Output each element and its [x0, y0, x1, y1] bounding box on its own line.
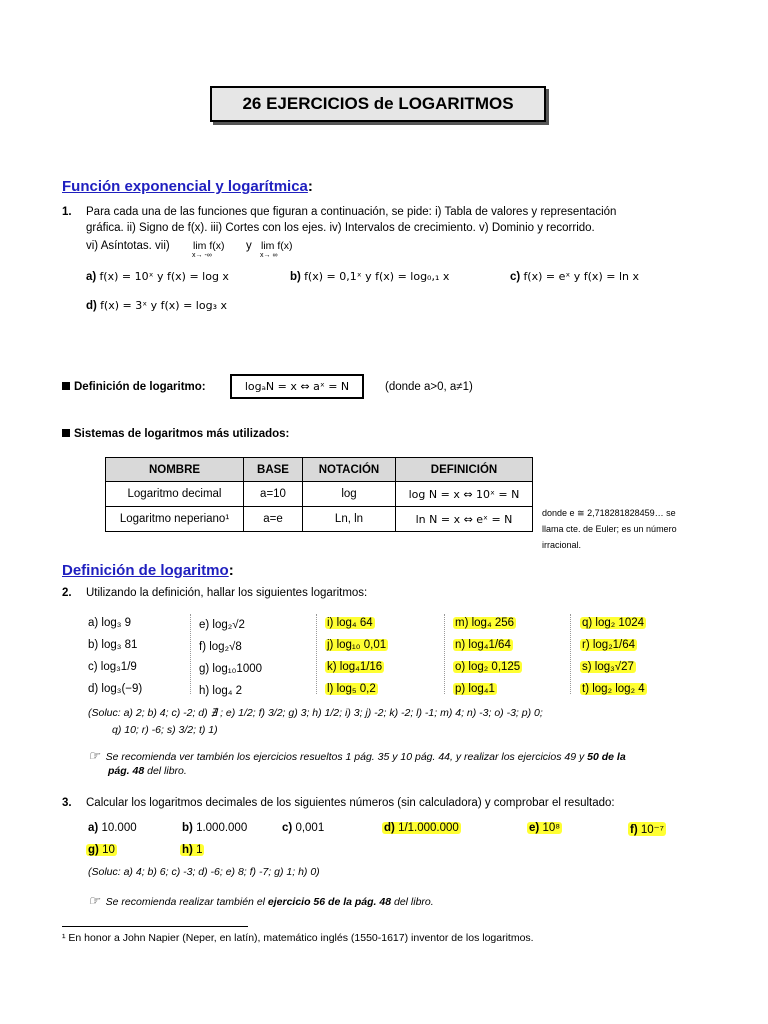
log-item: t) log₂ log₂ 4 — [582, 683, 645, 695]
heading-colon: : — [228, 562, 234, 579]
definition-label-text: Definición de logaritmo: — [74, 381, 206, 393]
page-title: 26 EJERCICIOS de LOGARITMOS — [210, 86, 546, 122]
item-label: f) — [630, 824, 638, 836]
item-label: h) — [182, 844, 193, 856]
exercise-1-line-3: vi) Asíntotas. vii) — [86, 240, 170, 252]
table-cell: ln N = x ⇔ eˣ = N — [396, 507, 533, 532]
exercise-1-line-2: gráfica. ii) Signo de f(x). iii) Cortes con los ejes. iv) Intervalos de crecimiento. v) Dominio y recorrido. — [86, 222, 595, 234]
table-cell: a=10 — [244, 482, 303, 507]
log-item: a) log₃ 9 — [88, 617, 132, 629]
column-divider — [570, 614, 571, 694]
pointing-hand-icon: ☞ — [88, 748, 100, 763]
item-formula: f(x) = 3ˣ y f(x) = log₃ x — [100, 299, 227, 312]
rec-text: del libro. — [391, 896, 434, 908]
log-item: n) log₄1/64 — [455, 639, 511, 651]
log-item: c) log₃1/9 — [88, 661, 137, 673]
systems-label — [62, 428, 289, 440]
ex3-item-e — [527, 822, 562, 834]
item-label: d) — [86, 300, 97, 312]
systems-label-text: Sistemas de logaritmos más utilizados: — [74, 428, 290, 440]
log-item: m) log₄ 256 — [455, 617, 515, 629]
ex3-item-g — [86, 844, 117, 856]
ex3-solution: (Soluc: a) 4; b) 6; c) -3; d) -6; e) 8; f) -7; g) 1; h) 0) — [88, 866, 320, 878]
limit-plus-infinity-sub: x→ ∞ — [260, 252, 278, 259]
rec-text: Se recomienda ver también los ejercicios resueltos 1 pág. 35 y 10 pág. 44, y realizar los ejercicios 49 y — [105, 751, 588, 763]
table-header: NOMBRE — [106, 458, 244, 482]
log-item: p) log₄1 — [455, 683, 495, 695]
bullet-square-icon — [62, 382, 70, 390]
item-value: 1/1.000.000 — [398, 822, 459, 834]
exercise-number: 1. — [62, 206, 72, 218]
exercise-3-text: Calcular los logaritmos decimales de los siguientes números (sin calculadora) y comprobar el resultado: — [86, 797, 615, 809]
table-header: BASE — [244, 458, 303, 482]
log-item: i) log₄ 64 — [327, 617, 373, 629]
table-cell: log — [303, 482, 396, 507]
function-item-a — [86, 270, 229, 283]
ex3-item-a — [88, 822, 137, 834]
column-divider — [444, 614, 445, 694]
table-header-row — [106, 458, 533, 482]
column-divider — [190, 614, 191, 694]
table-cell: a=e — [244, 507, 303, 532]
item-label: c) — [510, 271, 521, 283]
table-cell: Logaritmo decimal — [106, 482, 244, 507]
heading-colon: : — [307, 178, 313, 195]
item-formula: f(x) = 10ˣ y f(x) = log x — [99, 270, 229, 283]
ex3-item-h — [180, 844, 204, 856]
ex3-item-d — [382, 822, 461, 834]
item-label: e) — [529, 822, 540, 834]
table-row — [106, 482, 533, 507]
footnote: ¹ En honor a John Napier (Neper, en latín), matemático inglés (1550-1617) inventor de los logaritmos. — [62, 932, 534, 944]
log-item: f) log₂√8 — [199, 641, 242, 653]
euler-note-3: irracional. — [542, 540, 582, 550]
limit-minus-infinity: lim f(x) — [193, 240, 225, 252]
ex2-column-1 — [88, 612, 142, 700]
item-formula: f(x) = 0,1ˣ y f(x) = log₀,₁ x — [304, 270, 450, 283]
item-value: 0,001 — [295, 822, 325, 834]
footnote-rule — [62, 926, 248, 927]
euler-note-1: donde e ≅ 2,718281828459… se — [542, 508, 676, 518]
ex2-recommendation-line-1 — [88, 748, 626, 764]
log-item: g) log₁₀1000 — [199, 663, 263, 675]
rec-bold: pág. 48 — [108, 765, 145, 777]
item-value: 10 — [102, 844, 115, 856]
section-heading-definition — [62, 562, 234, 579]
table-cell: log N = x ⇔ 10ˣ = N — [396, 482, 533, 507]
function-item-c — [510, 270, 639, 283]
log-item: h) log₄ 2 — [199, 685, 243, 697]
item-value: 10⁻⁷ — [640, 824, 664, 836]
log-item: s) log₃√27 — [582, 661, 634, 673]
log-item: q) log₂ 1024 — [582, 617, 645, 629]
item-value: 1 — [196, 844, 203, 856]
item-label: d) — [384, 822, 395, 834]
exercise-2-text: Utilizando la definición, hallar los siguientes logaritmos: — [86, 587, 368, 599]
log-item: k) log₄1/16 — [327, 661, 383, 673]
exercise-number: 3. — [62, 797, 72, 809]
item-label: g) — [88, 844, 99, 856]
log-item: b) log₃ 81 — [88, 639, 138, 651]
ex2-solution-line-1: (Soluc: a) 2; b) 4; c) -2; d) ∄ ; e) 1/2; f) 3/2; g) 3; h) 1/2; i) 3; j) -2; k) -2; l) -1; m) 4; n) -3; o) -3; p) 0; — [88, 707, 543, 719]
log-item: j) log₁₀ 0,01 — [327, 639, 387, 651]
definition-label — [62, 381, 206, 393]
table-header: NOTACIÓN — [303, 458, 396, 482]
table-cell: Logaritmo neperiano¹ — [106, 507, 244, 532]
item-label: a) — [88, 822, 99, 834]
section-heading-text: Definición de logaritmo — [62, 562, 229, 579]
bullet-square-icon — [62, 429, 70, 437]
ex2-column-5 — [580, 612, 647, 700]
section-heading-exponential — [62, 178, 313, 195]
log-item: e) log₂√2 — [199, 619, 245, 631]
rec-text: Se recomienda realizar también el — [105, 896, 268, 908]
rec-text: del libro. — [144, 765, 187, 777]
table-cell: Ln, ln — [303, 507, 396, 532]
log-item: d) log₃(−9) — [88, 683, 143, 695]
item-value: 10⁸ — [542, 822, 561, 834]
item-label: b) — [290, 271, 301, 283]
column-divider — [316, 614, 317, 694]
ex3-item-c — [282, 822, 324, 834]
item-label: a) — [86, 271, 97, 283]
ex2-column-4 — [453, 612, 522, 700]
definition-note: (donde a>0, a≠1) — [385, 381, 473, 393]
limit-plus-infinity: lim f(x) — [261, 240, 293, 252]
ex3-item-b — [182, 822, 247, 834]
ex3-recommendation — [88, 893, 434, 909]
ex3-item-f — [628, 822, 666, 836]
section-heading-text: Función exponencial y logarítmica — [62, 178, 308, 195]
log-item: o) log₂ 0,125 — [455, 661, 521, 673]
table-row — [106, 507, 533, 532]
function-item-b — [290, 270, 449, 283]
log-systems-table — [105, 457, 533, 532]
ex2-column-2 — [199, 614, 262, 702]
log-item: l) log₅ 0,2 — [327, 683, 376, 695]
rec-bold: 50 de la — [587, 751, 626, 763]
log-item: r) log₂1/64 — [582, 639, 636, 651]
table-header: DEFINICIÓN — [396, 458, 533, 482]
item-value: 10.000 — [101, 822, 137, 834]
ex2-solution-line-2: q) 10; r) -6; s) 3/2; t) 1) — [112, 724, 218, 736]
limit-minus-infinity-sub: x→ -∞ — [192, 252, 212, 259]
item-label: b) — [182, 822, 193, 834]
and-word: y — [246, 240, 252, 252]
euler-note-2: llama cte. de Euler; es un número — [542, 524, 677, 534]
exercise-1-line-1: Para cada una de las funciones que figuran a continuación, se pide: i) Tabla de valores y representación — [86, 206, 617, 218]
ex2-recommendation-line-2 — [108, 765, 187, 777]
item-label: c) — [282, 822, 293, 834]
definition-formula-box: logₐN = x ⇔ aˣ = N — [230, 374, 364, 399]
ex2-column-3 — [325, 612, 388, 700]
item-value: 1.000.000 — [196, 822, 248, 834]
pointing-hand-icon: ☞ — [88, 893, 100, 908]
item-formula: f(x) = eˣ y f(x) = ln x — [523, 270, 639, 283]
exercise-number: 2. — [62, 587, 72, 599]
function-item-d — [86, 299, 227, 312]
rec-bold: ejercicio 56 de la pág. 48 — [267, 896, 392, 908]
